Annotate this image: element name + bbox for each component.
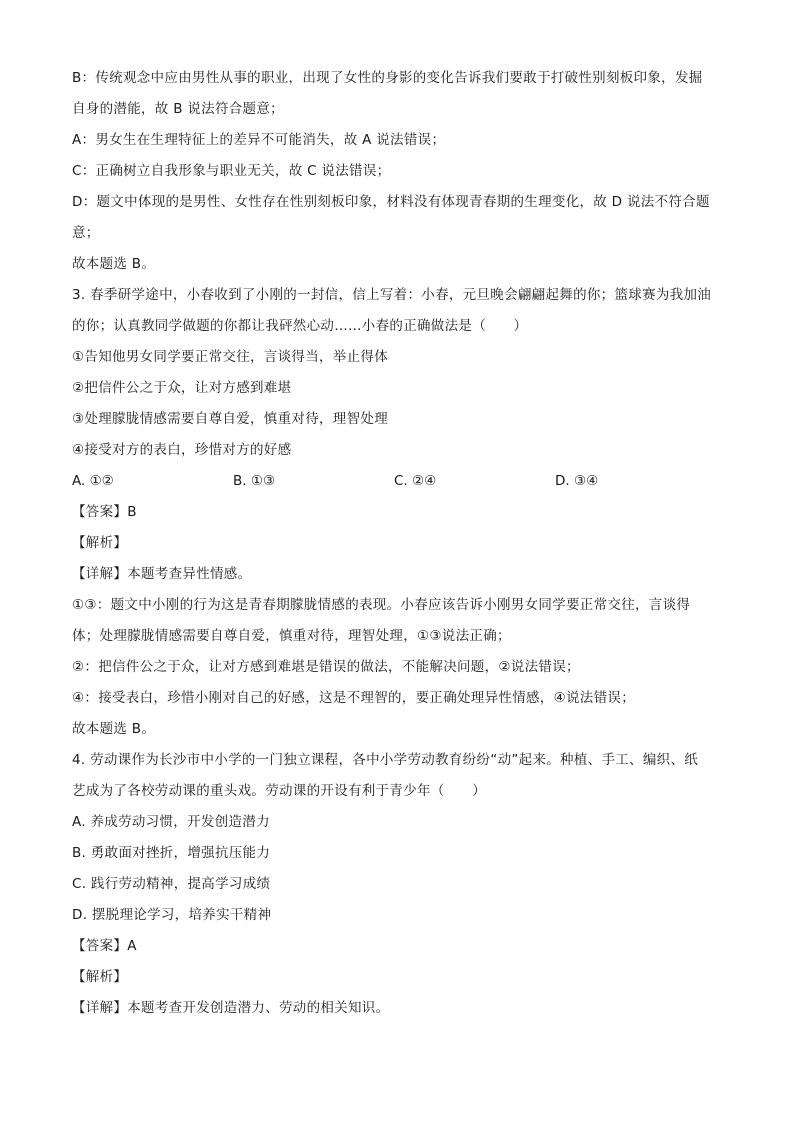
q3-item-4: ④接受对方的表白，珍惜对方的好感	[72, 442, 292, 458]
q3-option-c: C. ②④	[394, 473, 437, 489]
analysis-option-b: B：传统观念中应由男性从事的职业，出现了女性的身影的变化告诉我们要敢于打破性别刻板印象，发掘	[72, 70, 703, 86]
q3-conclusion: 故本题选 B。	[72, 721, 156, 737]
q3-analysis-heading: 【解析】	[72, 535, 128, 551]
q4-option-c: C. 践行劳动精神，提高学习成绩	[72, 876, 271, 892]
analysis-option-d-cont: 意；	[72, 225, 100, 241]
q3-options	[72, 466, 732, 497]
q3-detail-4: ④：接受表白，珍惜小刚对自己的好感，这是不理智的，要正确处理异性情感，④说法错误；	[72, 690, 636, 706]
q4-option-a: A. 养成劳动习惯，开发创造潜力	[72, 814, 270, 830]
q4-option-d: D. 摆脱理论学习，培养实干精神	[72, 907, 272, 923]
q3-item-1: ①告知他男女同学要正常交往，言谈得当，举止得体	[72, 349, 389, 365]
q3-option-b: B. ①③	[233, 473, 276, 489]
q3-answer: 【答案】B	[72, 504, 137, 520]
q3-detail-intro: 【详解】本题考查异性情感。	[72, 566, 252, 582]
analysis-option-d: D：题文中体现的是男性、女性存在性别刻板印象，材料没有体现青春期的生理变化，故 D 说法不符合题	[72, 194, 710, 210]
q3-option-d: D. ③④	[555, 473, 599, 489]
analysis-option-b-cont: 自身的潜能，故 B 说法符合题意；	[72, 101, 284, 117]
q4-stem-cont: 艺成为了各校劳动课的重头戏。劳动课的开设有利于青少年（ ）	[72, 783, 486, 799]
q3-item-2: ②把信件公之于众，让对方感到难堪	[72, 380, 292, 396]
q3-detail-13-cont: 体；处理朦胧情感需要自尊自爱，慎重对待，理智处理，①③说法正确；	[72, 628, 511, 644]
q3-stem: 3. 春季研学途中，小春收到了小刚的一封信，信上写着：小春，元旦晚会翩翩起舞的你；篮球赛为我加油	[72, 287, 712, 303]
q4-stem: 4. 劳动课作为长沙市中小学的一门独立课程，各中小学劳动教育纷纷“动”起来。种植、手工、编织、纸	[72, 752, 699, 768]
q4-analysis-heading: 【解析】	[72, 969, 128, 985]
analysis-option-c: C：正确树立自我形象与职业无关，故 C 说法错误；	[72, 163, 391, 179]
q3-detail-13: ①③：题文中小刚的行为这是青春期朦胧情感的表现。小春应该告诉小刚男女同学要正常交往，言谈得	[72, 597, 691, 613]
q3-detail-2: ②：把信件公之于众，让对方感到难堪是错误的做法，不能解决问题，②说法错误；	[72, 659, 580, 675]
document-page	[72, 63, 732, 1024]
analysis-option-a: A：男女生在生理特征上的差异不可能消失，故 A 说法错误；	[72, 132, 446, 148]
q3-item-3: ③处理朦胧情感需要自尊自爱，慎重对待，理智处理	[72, 411, 389, 427]
q3-stem-cont: 的你；认真教同学做题的你都让我砰然心动……小春的正确做法是（ ）	[72, 318, 528, 334]
q4-answer: 【答案】A	[72, 938, 137, 954]
q4-option-b: B. 勇敢面对挫折，增强抗压能力	[72, 845, 271, 861]
q4-detail-intro: 【详解】本题考查开发创造潜力、劳动的相关知识。	[72, 1000, 390, 1016]
q3-option-a: A. ①②	[72, 473, 114, 489]
q2-conclusion: 故本题选 B。	[72, 256, 156, 272]
